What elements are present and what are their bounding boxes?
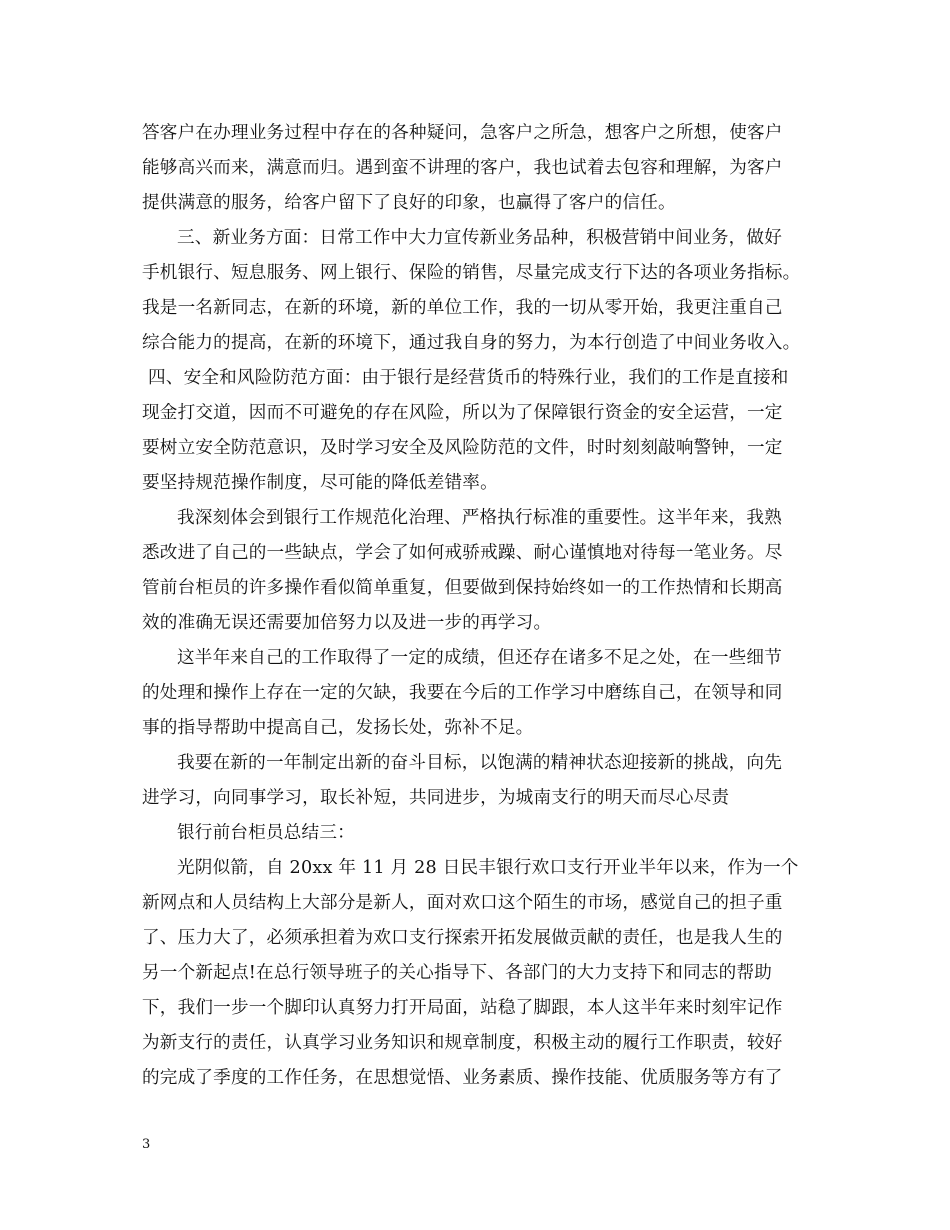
paragraph-start-line: 光阴似箭，自 20xx 年 11 月 28 日民丰银行欢口支行开业半年以来，作为一个 [177, 858, 799, 878]
text-line: 的处理和操作上存在一定的欠缺，我要在今后的工作学习中磨练自己，在领导和同 [142, 683, 783, 703]
text-line: 进学习，向同事学习，取长补短，共同进步，为城南支行的明天而尽心尽责 [142, 788, 730, 808]
text-line: 我是一名新同志，在新的环境，新的单位工作，我的一切从零开始，我更注重自己 [142, 298, 783, 318]
text-line: 答客户在办理业务过程中存在的各种疑问，急客户之所急，想客户之所想，使客户 [142, 123, 783, 143]
text-line: 管前台柜员的许多操作看似简单重复，但要做到保持始终如一的工作热情和长期高 [142, 578, 783, 598]
text-line: 新网点和人员结构上大部分是新人，面对欢口这个陌生的市场，感觉自己的担子重 [142, 893, 783, 913]
text-line: 了、压力大了，必须承担着为欢口支行探索开拓发展做贡献的责任，也是我人生的 [142, 928, 783, 948]
text-line: 现金打交道，因而不可避免的存在风险，所以为了保障银行资金的安全运营，一定 [142, 403, 783, 423]
text-line: 效的准确无误还需要加倍努力以及进一步的再学习。 [142, 613, 552, 633]
paragraph-start-line: 三、新业务方面：日常工作中大力宣传新业务品种，积极营销中间业务，做好 [177, 228, 782, 248]
paragraph-start-line: 我要在新的一年制定出新的奋斗目标，以饱满的精神状态迎接新的挑战，向先 [177, 753, 782, 773]
paragraph-start-line: 四、安全和风险防范方面：由于银行是经营货币的特殊行业，我们的工作是直接和 [148, 368, 789, 388]
text-line: 的完成了季度的工作任务，在思想觉悟、业务素质、操作技能、优质服务等方有了 [142, 1068, 783, 1088]
paragraph-start-line: 这半年来自己的工作取得了一定的成绩，但还存在诸多不足之处，在一些细节 [177, 648, 782, 668]
text-line: 要坚持规范操作制度，尽可能的降低差错率。 [142, 473, 498, 493]
text-line: 为新支行的责任，认真学习业务知识和规章制度，积极主动的履行工作职责，较好 [142, 1033, 783, 1053]
text-line: 手机银行、短息服务、网上银行、保险的销售，尽量完成支行下达的各项业务指标。 [142, 263, 801, 283]
page-number: 3 [142, 1137, 151, 1152]
paragraph-start-line: 我深刻体会到银行工作规范化治理、严格执行标准的重要性。这半年来，我熟 [177, 508, 782, 528]
text-line: 能够高兴而来，满意而归。遇到蛮不讲理的客户，我也试着去包容和理解，为客户 [142, 158, 783, 178]
body-text [142, 116, 814, 1096]
text-line: 要树立安全防范意识，及时学习安全及风险防范的文件，时时刻刻敲响警钟，一定 [142, 438, 783, 458]
text-line: 提供满意的服务，给客户留下了良好的印象，也赢得了客户的信任。 [142, 193, 676, 213]
text-line: 事的指导帮助中提高自己，发扬长处，弥补不足。 [142, 718, 534, 738]
text-line: 悉改进了自己的一些缺点，学会了如何戒骄戒躁、耐心谨慎地对待每一笔业务。尽 [142, 543, 783, 563]
section-heading: 银行前台柜员总结三： [177, 823, 355, 843]
text-line: 另一个新起点!在总行领导班子的关心指导下、各部门的大力支持下和同志的帮助 [142, 963, 773, 983]
text-line: 下，我们一步一个脚印认真努力打开局面，站稳了脚跟，本人这半年来时刻牢记作 [142, 998, 783, 1018]
text-line: 综合能力的提高，在新的环境下，通过我自身的努力，为本行创造了中间业务收入。 [142, 333, 801, 353]
